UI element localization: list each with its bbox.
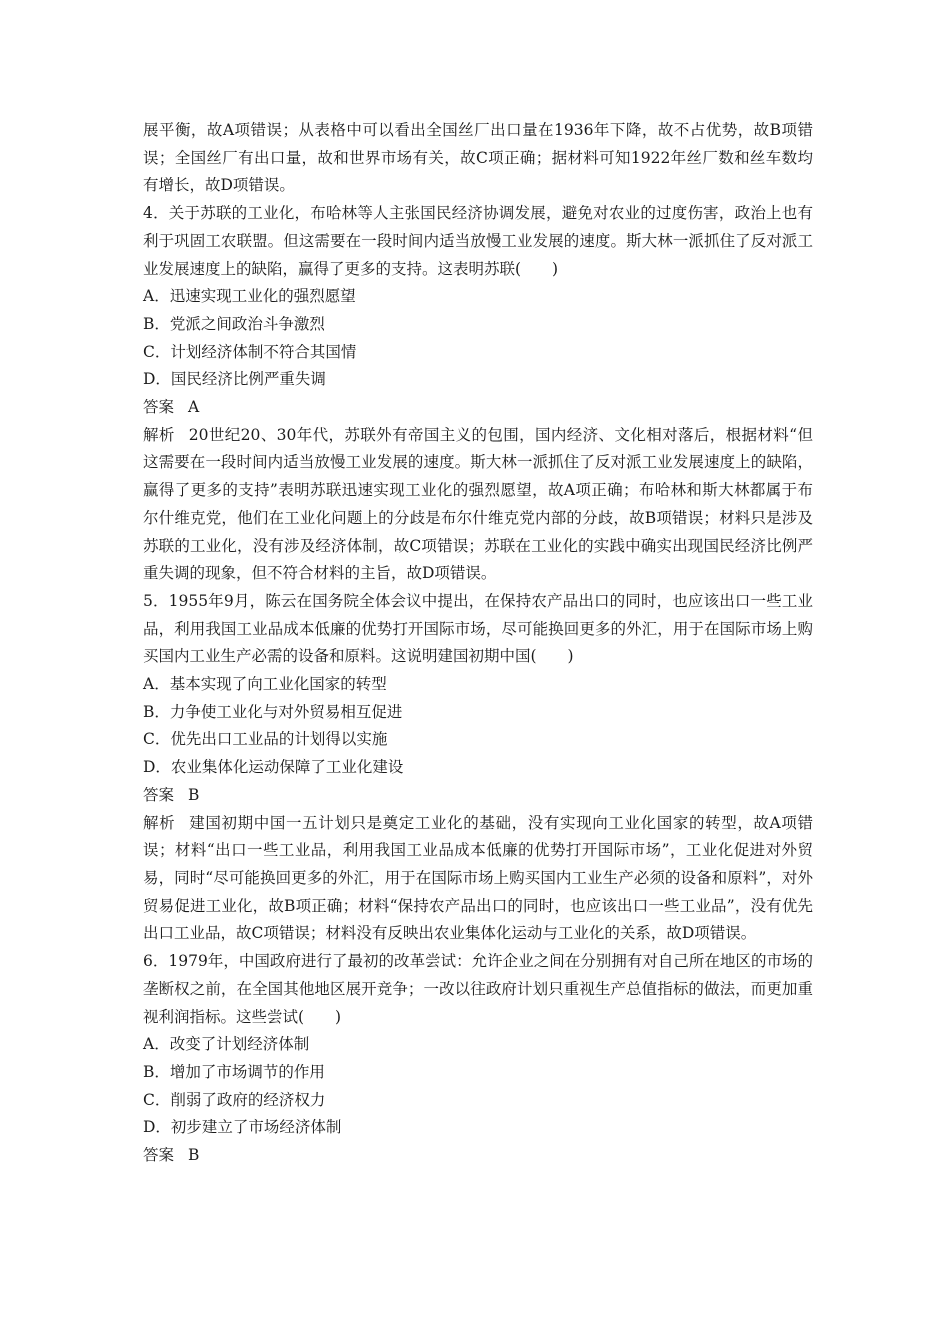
analysis-text: 建国初期中国一五计划只是奠定工业化的基础，没有实现向工业化国家的转型，故A项错误；材料“出口一些工业品，利用我国工业品成本低廉的优势打开国际市场”，工业化促进对外贸易，同时“尽可能换回更多的外汇，用于在国际市场上购买国内工业生产必须的设备和原料”，对外贸易促进工业化，故B项正确；材料“保持农产品出口的同时，也应该出口一些工业品”，没有优先出口工业品，故C项错误；材料没有反映出农业集体化运动与工业化的关系，故D项错误。 [143,813,813,943]
question-4-answer [143,394,813,422]
answer-label: 答案 [143,785,175,804]
question-4-option-b: B．党派之间政治斗争激烈 [143,314,325,333]
question-6-stem: 6．1979年，中国政府进行了最初的改革尝试：允许企业之间在分别拥有对自己所在地区的市场的垄断权之前，在全国其他地区展开竞争；一改以往政府计划只重视生产总值指标的做法，而更加重视利润指标。这些尝试( ) [143,952,813,1026]
answer-label: 答案 [143,398,175,417]
question-5-answer [143,782,813,810]
question-4-analysis [143,422,813,588]
question-4-option-c: C．计划经济体制不符合其国情 [143,342,357,361]
answer-value: A [188,398,200,417]
previous-analysis-text: 展平衡，故A项错误；从表格中可以看出全国丝厂出口量在1936年下降，故不占优势，故B项错误；全国丝厂有出口量，故和世界市场有关，故C项正确；据材料可知1922年丝厂数和丝车数均有增长，故D项错误。 [143,121,813,195]
analysis-text: 20世纪20、30年代，苏联外有帝国主义的包围，国内经济、文化相对落后，根据材料“但这需要在一段时间内适当放慢工业发展的速度。斯大林一派抓住了反对派工业发展速度上的缺陷，赢得了更多的支持”表明苏联迅速实现工业化的强烈愿望，故A项正确；布哈林和斯大林都属于布尔什维克党，他们在工业化问题上的分歧是布尔什维克党内部的分歧，故B项错误；材料只是涉及苏联的工业化，没有涉及经济体制，故C项错误；苏联在工业化的实践中确实出现国民经济比例严重失调的现象，但不符合材料的主旨，故D项错误。 [143,425,813,583]
question-5-option-a: A．基本实现了向工业化国家的转型 [143,675,387,694]
question-5-option-b: B．力争使工业化与对外贸易相互促进 [143,702,403,721]
document-content [143,117,813,1170]
analysis-label: 解析 [143,813,176,832]
question-6-option-b: B．增加了市场调节的作用 [143,1062,325,1081]
question-6-answer [143,1142,813,1170]
question-6-option-d: D．初步建立了市场经济体制 [143,1118,342,1137]
question-6-option-c: C．削弱了政府的经济权力 [143,1090,326,1109]
answer-value: B [188,1146,200,1165]
question-5-stem: 5．1955年9月，陈云在国务院全体会议中提出，在保持农产品出口的同时，也应该出口一些工业品，利用我国工业品成本低廉的优势打开国际市场，尽可能换回更多的外汇，用于在国际市场上购买国内工业生产必需的设备和原料。这说明建国初期中国( ) [143,591,813,666]
question-5-analysis [143,810,813,949]
question-5-option-d: D．农业集体化运动保障了工业化建设 [143,758,404,777]
question-4-stem: 4．关于苏联的工业化，布哈林等人主张国民经济协调发展，避免对农业的过度伤害，政治上也有利于巩固工农联盟。但这需要在一段时间内适当放慢工业发展的速度。斯大林一派抓住了反对派工业发展速度上的缺陷，赢得了更多的支持。这表明苏联( ) [143,204,813,278]
question-6-option-a: A．改变了计划经济体制 [143,1035,310,1054]
question-5-option-c: C．优先出口工业品的计划得以实施 [143,730,388,749]
question-4-option-d: D．国民经济比例严重失调 [143,370,326,389]
answer-value: B [188,785,200,804]
question-4-option-a: A．迅速实现工业化的强烈愿望 [143,287,356,306]
analysis-label: 解析 [143,425,175,444]
answer-label: 答案 [143,1146,175,1165]
